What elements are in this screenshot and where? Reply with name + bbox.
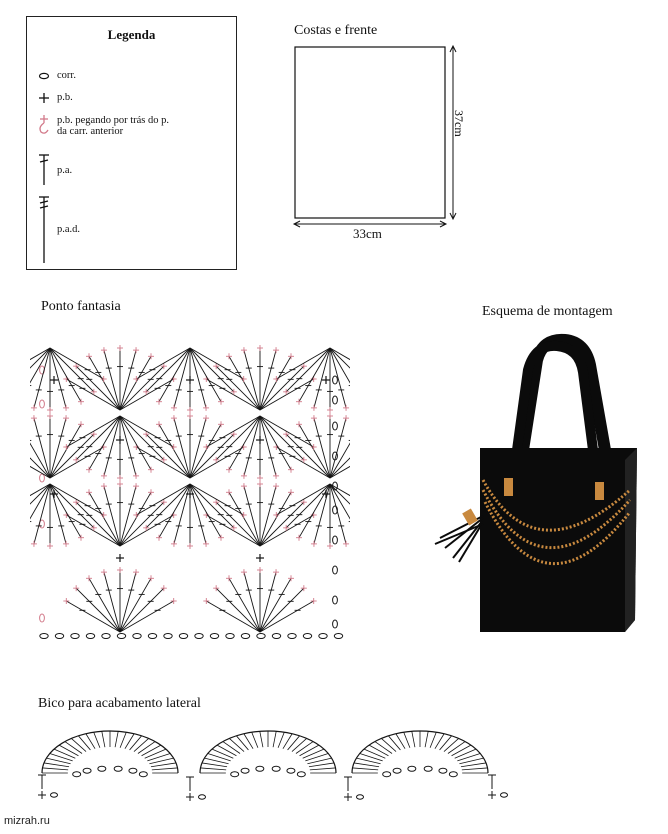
clasp-right [595, 482, 604, 500]
edging-arch-2 [200, 731, 336, 777]
panel-diagram [285, 40, 475, 240]
fan-down-7 [273, 484, 350, 549]
edging-title: Bico para acabamento lateral [38, 696, 201, 711]
edging-chart [30, 715, 510, 805]
bag-side [625, 448, 637, 632]
chain-stitch-icon [40, 73, 49, 78]
legend-label-pb-back-2: da carr. anterior [57, 126, 124, 137]
treble-crochet-icon [39, 197, 49, 263]
fan-down-5 [30, 484, 107, 549]
fan-base-1 [203, 567, 316, 632]
bag-body [480, 448, 637, 632]
edging-arch-3 [352, 731, 488, 777]
legend-label-corr: corr. [57, 70, 76, 81]
fan-down-0 [30, 348, 107, 413]
height-label: 37cm [452, 110, 466, 137]
legend-label-pb: p.b. [57, 92, 73, 103]
legend-label-pa: p.a. [57, 165, 73, 176]
assembly-title: Esquema de montagem [482, 304, 613, 319]
watermark: mizrah.ru [4, 815, 50, 827]
tassel [435, 516, 483, 562]
foundation-chain-row [40, 634, 343, 639]
stitch-chart-title: Ponto fantasia [41, 299, 121, 314]
legend-label-pb-back-1: p.b. pegando por trás do p. [57, 115, 169, 126]
single-crochet-icon [39, 93, 49, 103]
legend-title: Legenda [107, 27, 156, 42]
fan-down-2 [273, 348, 350, 413]
edging-end-stitches [38, 775, 508, 801]
side-chains [40, 366, 338, 628]
legend-box [26, 16, 237, 270]
panel-title: Costas e frente [294, 23, 378, 38]
width-label: 33cm [353, 226, 382, 241]
fan-base-0 [63, 567, 176, 632]
bag-illustration [425, 330, 645, 635]
edging-arch-1 [42, 731, 178, 777]
double-crochet-icon [39, 155, 49, 185]
stitch-chart [30, 318, 350, 648]
panel-rectangle [295, 47, 445, 218]
back-loop-single-crochet-icon [40, 115, 48, 133]
legend-label-pad: p.a.d. [57, 224, 81, 235]
clasp-left [504, 478, 513, 496]
